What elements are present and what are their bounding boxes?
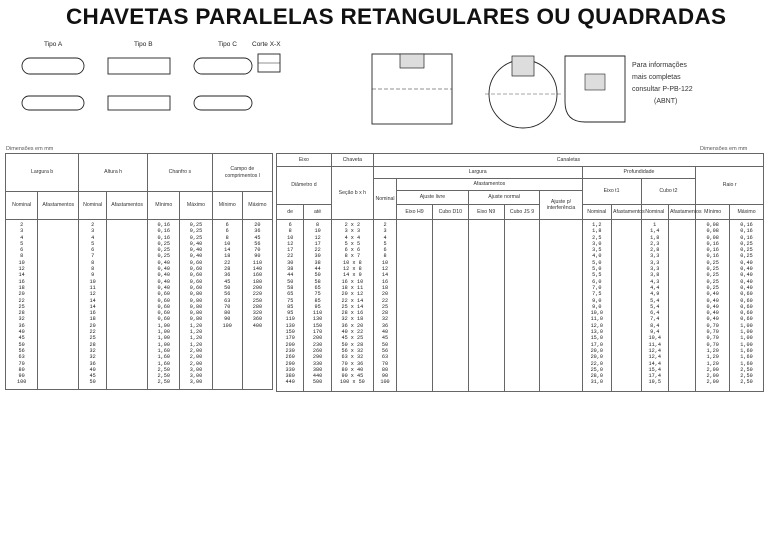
header-largura: Largura (373, 167, 582, 179)
header-chanfro: Chanfro s (148, 154, 213, 192)
note-line: Para informações (632, 62, 687, 69)
subheader-nominal: Nominal (6, 192, 38, 220)
column-comprimento-min: 6 6 8 10 14 18 22 28 36 45 50 56 63 70 80 90 100 (212, 220, 242, 390)
figure-label-corte: Corte X-X (252, 41, 281, 48)
column-largura-nominal: 2 3 4 5 6 8 10 12 14 16 18 20 22 25 28 32 36 40 45 50 56 63 70 80 90 100 (373, 220, 396, 392)
header-nominal-t1: Nominal (582, 205, 612, 220)
column-largura-afastamentos (38, 220, 79, 390)
header-canaletas: Canaletas (373, 154, 763, 167)
header-altura: Altura h (79, 154, 148, 192)
column-chanfro-max: 0,25 0,25 0,25 0,40 0,40 0,40 0,60 0,60 0,60 0,60 0,60 0,80 0,80 0,80 0,80 0,80 1,20 1,20 1,20 1,20 2,00 2,00 2,00 3,00 3,00 3,00 (180, 220, 212, 390)
figure-label-tipo-a: Tipo A (44, 41, 63, 48)
column-altura-afastamentos (107, 220, 148, 390)
header-eixo-h9: Eixo H9 (397, 205, 433, 220)
header-ajuste-normal: Ajuste normal (468, 191, 540, 205)
header-cubo-js9: Cubo JS 9 (504, 205, 540, 220)
header-raio-min: Mínimo (696, 205, 730, 220)
column-t2-nominal: 1 1,4 1,8 2,3 2,8 3,3 3,3 3,3 3,8 4,3 4,4 4,9 5,4 5,4 6,4 7,4 8,4 9,4 10,4 11,4 12,4 12,4 14,4 15,4 17,4 19,5 (641, 220, 668, 392)
header-ate: até (304, 205, 331, 220)
left-dimensions-table (5, 153, 273, 390)
figure-label-tipo-c: Tipo C (218, 41, 237, 48)
note-line: (ABNT) (654, 98, 678, 105)
header-afastamentos-t2: Afastamentos (668, 205, 695, 220)
header-nominal: Nominal (373, 179, 396, 220)
header-largura: Largura b (6, 154, 79, 192)
header-afastamentos: Afastamentos (397, 179, 582, 191)
header-afastamentos-t1: Afastamentos (612, 205, 642, 220)
header-cubo-d10: Cubo D10 (432, 205, 468, 220)
column-eixo-h9 (397, 220, 433, 392)
header-de: de (277, 205, 304, 220)
column-raio-max: 0,16 0,16 0,16 0,25 0,25 0,25 0,40 0,40 0,40 0,40 0,40 0,60 0,60 0,60 0,60 0,60 1,00 1,00 1,00 1,00 1,60 1,60 1,60 2,50 2,50 2,50 (730, 220, 764, 392)
subheader-minimo: Mínimo (212, 192, 242, 220)
subheader-maximo: Máximo (180, 192, 212, 220)
header-raio-max: Máximo (730, 205, 764, 220)
header-diametro: Diâmetro d (277, 167, 332, 205)
subheader-nominal: Nominal (79, 192, 107, 220)
column-diametro-de: 6 8 10 12 17 22 30 38 44 50 58 65 75 85 95 110 130 150 170 200 230 260 290 330 380 440 (277, 220, 304, 392)
header-cubo-t2: Cubo t2 (641, 179, 696, 205)
column-altura-nominal: 2 3 4 5 6 7 8 8 9 10 11 12 14 14 16 18 20 22 25 28 32 32 36 40 45 50 (79, 220, 107, 390)
units-label-right: Dimensões em mm (700, 146, 748, 152)
header-nominal-t2: Nominal (641, 205, 668, 220)
header-ajuste-interferencia: Ajuste p/ interferência (540, 191, 582, 220)
column-t1-afastamentos (612, 220, 642, 392)
header-ajuste-livre: Ajuste livre (397, 191, 469, 205)
column-cubo-js9 (504, 220, 540, 392)
column-largura-nominal: 2 3 4 5 6 8 10 12 14 16 18 20 22 25 28 32 36 40 45 50 56 63 70 80 90 100 (6, 220, 38, 390)
header-eixo-n9: Eixo N9 (468, 205, 504, 220)
header-secao: Seção b x h (331, 167, 373, 220)
subheader-afastamentos: Afastamentos (107, 192, 148, 220)
column-p9 (540, 220, 582, 392)
header-chaveta: Chaveta (331, 154, 373, 167)
right-dimensions-table (276, 153, 764, 392)
column-eixo-n9 (468, 220, 504, 392)
subheader-afastamentos: Afastamentos (38, 192, 79, 220)
subheader-maximo: Máximo (242, 192, 272, 220)
column-comprimento-max: 20 36 45 56 70 90 110 140 160 180 200 220 250 280 320 360 400 (242, 220, 272, 390)
header-raio: Raio r (696, 167, 764, 205)
column-diametro-ate: 8 10 12 17 22 30 38 44 50 58 65 75 85 95 110 130 150 170 200 230 260 290 330 380 440 500 (304, 220, 331, 392)
header-eixo-t1: Eixo t1 (582, 179, 641, 205)
column-chanfro-min: 0,16 0,16 0,16 0,25 0,25 0,25 0,40 0,40 0,40 0,40 0,40 0,60 0,60 0,60 0,60 0,60 1,00 1,00 1,00 1,00 1,60 1,60 1,60 2,50 2,50 2,50 (148, 220, 180, 390)
column-cubo-d10 (432, 220, 468, 392)
reference-note (632, 60, 762, 108)
header-profundidade: Profundidade (582, 167, 696, 179)
column-raio-min: 0,08 0,08 0,08 0,16 0,16 0,16 0,25 0,25 0,25 0,25 0,25 0,40 0,40 0,40 0,40 0,40 0,70 0,70 0,70 0,70 1,20 1,20 1,20 2,00 2,00 2,00 (696, 220, 730, 392)
column-t2-afastamentos (668, 220, 695, 392)
header-eixo: Eixo (277, 154, 332, 167)
header-comprimentos: Campo de comprimentos l (212, 154, 272, 192)
column-secao: 2 x 2 3 x 3 4 x 4 5 x 5 6 x 6 8 x 7 10 x 8 12 x 8 14 x 9 16 x 10 18 x 11 20 x 12 22 x 14 25 x 14 28 x 16 32 x 18 36 x 20 40 x 22 45 x 25 50 x 28 56 x 32 63 x 32 70 x 36 80 x 40 90 x 45 100 x 50 (331, 220, 373, 392)
page-title: CHAVETAS PARALELAS RETANGULARES OU QUADRADAS (66, 4, 727, 29)
note-line: mais completas (632, 74, 681, 81)
subheader-minimo: Mínimo (148, 192, 180, 220)
units-label-left: Dimensões em mm (6, 146, 54, 152)
note-line: consultar P-PB-122 (632, 86, 693, 93)
figure-label-tipo-b: Tipo B (134, 41, 153, 48)
column-t1-nominal: 1,2 1,8 2,5 3,0 3,5 4,0 5,0 5,0 5,5 6,0 7,0 7,5 9,0 9,0 10,0 11,0 12,0 13,0 15,0 17,0 20,0 20,0 22,0 25,0 28,0 31,0 (582, 220, 612, 392)
